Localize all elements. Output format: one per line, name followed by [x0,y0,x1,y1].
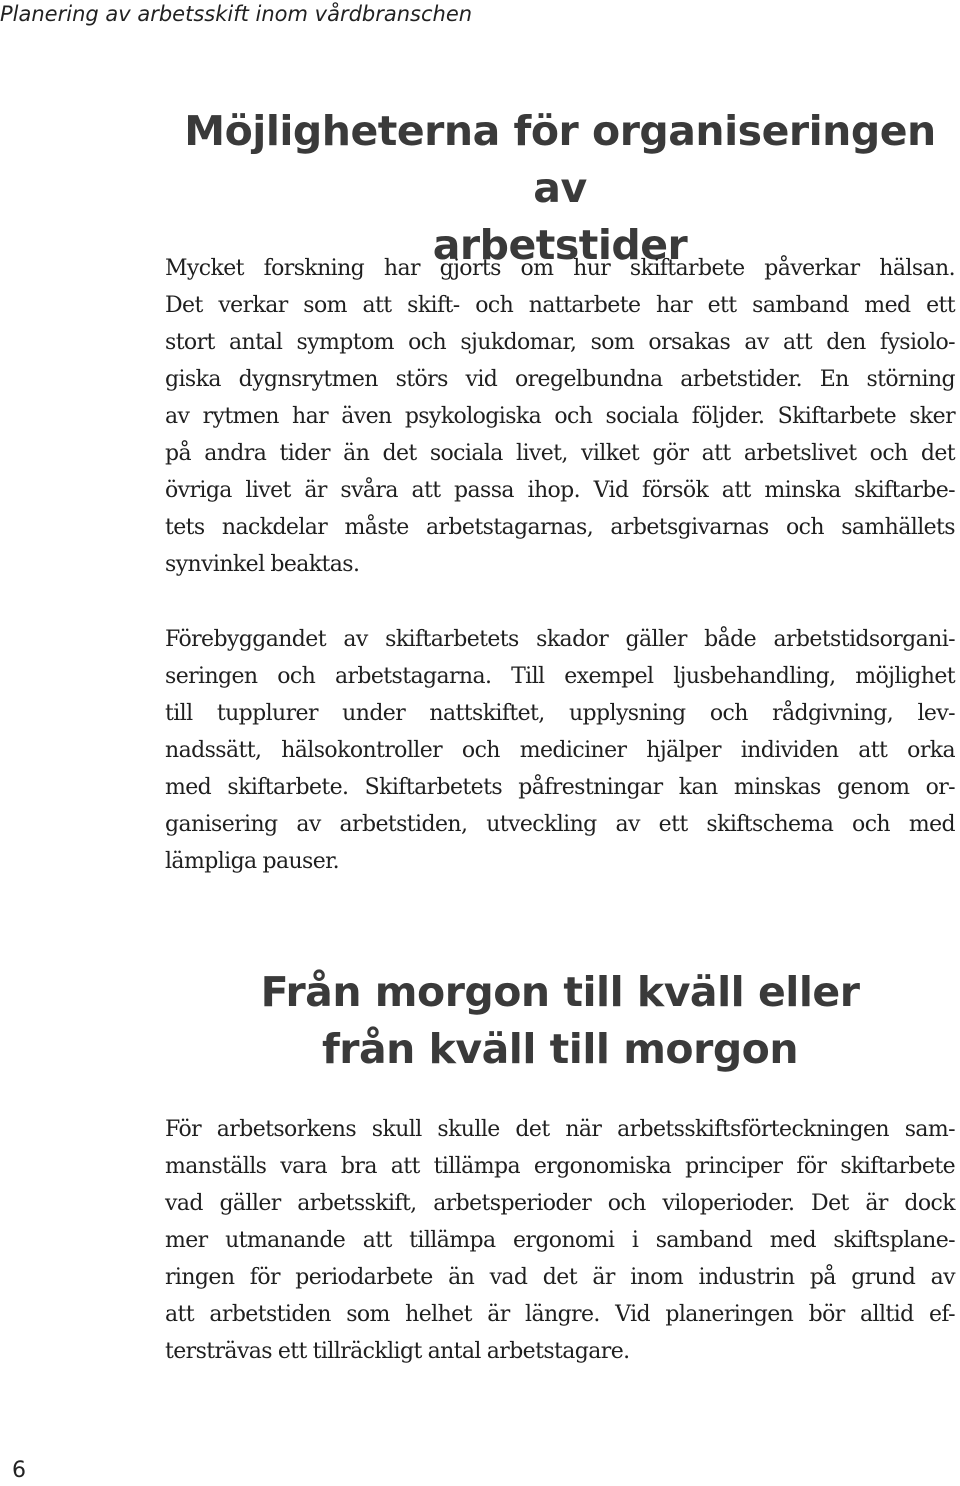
text-line: på andra tider än det sociala livet, vilket gör att arbetslivet och det [165,441,955,466]
running-header: Planering av arbetsskift inom vårdbranschen [0,2,473,26]
text-line: ganisering av arbetstiden, utveckling av ett skiftschema och med [165,812,955,837]
text-line: till tupplurer under nattskiftet, upplysning och rådgivning, lev- [165,701,955,726]
text-line: Det verkar som att skift- och nattarbete har ett samband med ett [165,293,955,318]
section-title-organization [165,103,955,274]
text-line: mer utmanande att tillämpa ergonomi i samband med skiftsplane- [165,1228,955,1253]
paragraph-shift-work-health [165,250,955,583]
text-line: seringen och arbetstagarna. Till exempel ljusbehandling, möjlighet [165,664,955,689]
text-line: synvinkel beaktas. [165,552,360,577]
text-line: stort antal symptom och sjukdomar, som orsakas av att den fysiolo- [165,330,955,355]
text-line: Förebyggandet av skiftarbetets skador gäller både arbetstidsorgani- [165,627,955,652]
text-line: lämpliga pauser. [165,849,340,874]
title-line: från kväll till morgon [321,1025,799,1073]
section-title-morning-evening [165,964,955,1078]
paragraph-ergonomics [165,1111,955,1370]
title-line: arbetstider [432,221,688,269]
text-line: manställs vara bra att tillämpa ergonomiska principer för skiftarbete [165,1154,955,1179]
text-line: För arbetsorkens skull skulle det när arbetsskiftsförteckningen sam- [165,1117,955,1142]
text-line: med skiftarbete. Skiftarbetets påfrestningar kan minskas genom or- [165,775,955,800]
text-line: tersträvas ett tillräckligt antal arbetstagare. [165,1339,630,1364]
paragraph-prevention [165,621,955,880]
page-number: 6 [12,1458,26,1483]
text-line: av rytmen har även psykologiska och sociala följder. Skiftarbete sker [165,404,955,429]
text-line: tets nackdelar måste arbetstagarnas, arbetsgivarnas och samhällets [165,515,955,540]
text-line: ringen för periodarbete än vad det är inom industrin på grund av [165,1265,955,1290]
text-line: övriga livet är svåra att passa ihop. Vid försök att minska skiftarbe- [165,478,955,503]
text-line: att arbetstiden som helhet är längre. Vid planeringen bör alltid ef- [165,1302,955,1327]
text-line: Mycket forskning har gjorts om hur skiftarbete påverkar hälsan. [165,256,955,281]
title-line: Möjligheterna för organiseringen av [184,107,936,212]
text-line: vad gäller arbetsskift, arbetsperioder och viloperioder. Det är dock [165,1191,955,1216]
title-line: Från morgon till kväll eller [260,968,860,1016]
text-line: giska dygnsrytmen störs vid oregelbundna arbetstider. En störning [165,367,955,392]
text-line: nadssätt, hälsokontroller och mediciner hjälper individen att orka [165,738,955,763]
